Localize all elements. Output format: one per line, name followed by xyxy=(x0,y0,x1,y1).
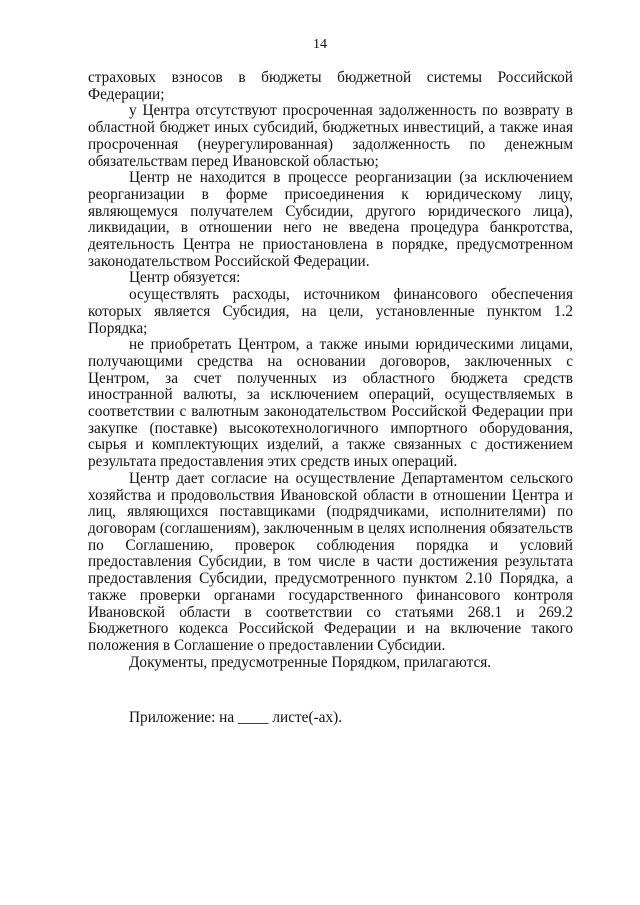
document-body xyxy=(88,70,573,671)
paragraph-no-overdue-debt: у Центра отсутствуют просроченная задолженность по возврату в областной бюджет иных субсидий, бюджетных инвестиций, а также иная просроченная (неурегулированная) задолженность по денежным обязательствам перед Ивановской областью; xyxy=(88,102,573,170)
page-number: 14 xyxy=(313,37,327,52)
paragraph-obligations-heading: Центр обязуется: xyxy=(129,269,241,287)
paragraph-audit-consent: Центр дает согласие на осуществление Департаментом сельского хозяйства и продовольствия Ивановской области в отношении Центра и лиц, являющихся поставщиками (подрядчиками, исполнителями) по договорам (соглашениям), заключенным в целях исполнения обязательств по Соглашению, проверок соблюдения порядка и условий предоставления Субсидии, в том числе в части достижения результата предоставления Субсидии, предусмотренного пунктом 2.10 Порядка, а также проверки органами государственного финансового контроля Ивановской области в соответствии со статьями 268.1 и 269.2 Бюджетного кодекса Российской Федерации и на включение такого положения в Соглашение о предоставлении Субсидии. xyxy=(88,469,573,654)
paragraph-insurance-contributions: страховых взносов в бюджеты бюджетной системы Российской Федерации; xyxy=(88,69,573,103)
paragraph-expenses-obligation: осуществлять расходы, источником финансового обеспечения которых является Субсидия, на цели, установленные пунктом 1.2 Порядка; xyxy=(88,286,573,337)
paragraph-foreign-currency-restriction: не приобретать Центром, а также иными юридическими лицами, получающими средства на основании договоров, заключенных с Центром, за счет полученных из областного бюджета средств иностранной валюты, за исключением операций, осуществляемых в соответствии с валютным законодательством Российской Федерации при закупке (поставке) высокотехнологичного импортного оборудования, сырья и комплектующих изделий, а также связанных с достижением результата предоставления этих средств иных операций. xyxy=(88,336,573,471)
paragraph-no-reorganization: Центр не находится в процессе реорганизации (за исключением реорганизации в форме присоединения к юридическому лицу, являющемуся получателем Субсидии, другого юридического лица), ликвидации, в отношении него не введена процедура банкротства, деятельность Центра не приостановлена в порядке, предусмотренном законодательством Российской Федерации. xyxy=(88,169,573,270)
attachment-line: Приложение: на ____ листе(-ах). xyxy=(129,709,343,726)
paragraph-documents-attached: Документы, предусмотренные Порядком, прилагаются. xyxy=(129,653,492,671)
